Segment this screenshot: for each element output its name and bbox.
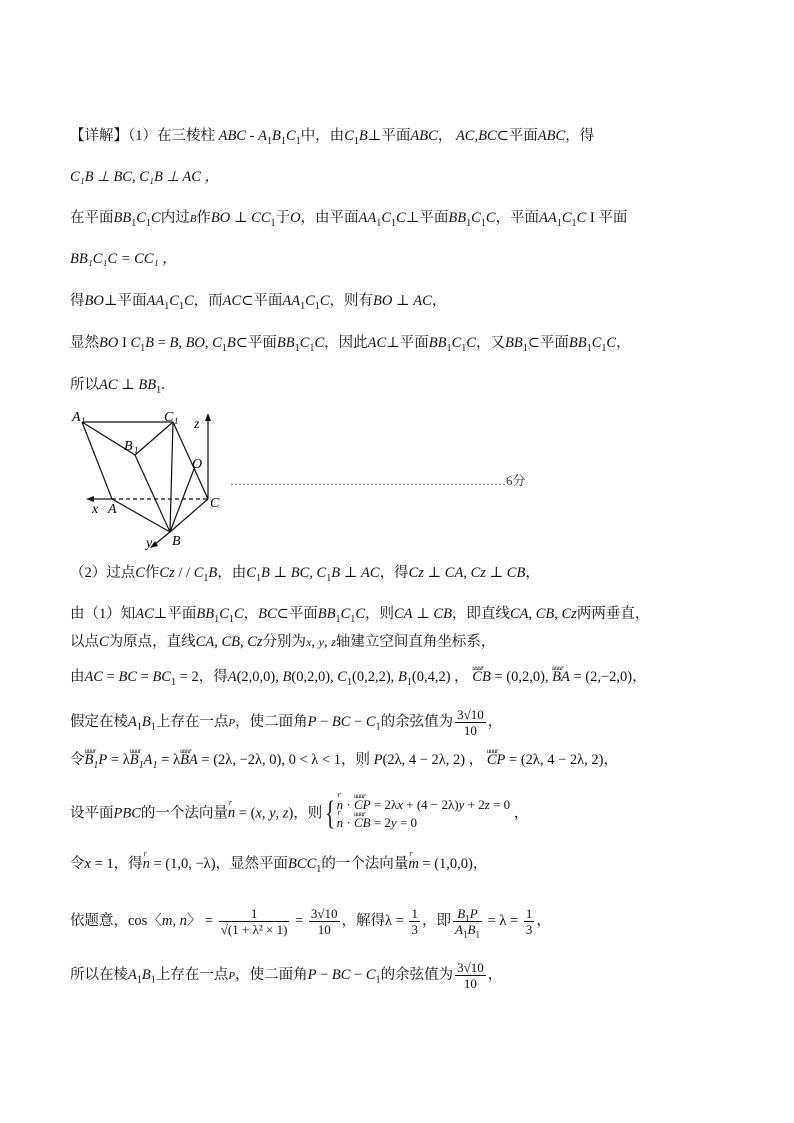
para-3: 在平面$BB_1C_1C$内过B作BO ⊥ $CC_1$于O，由平面$AA_1C_1C\perp$平面$BB_1C_1C$，平面$AA_1C_1C$ I 平面 bbox=[70, 210, 628, 229]
label-C1: C bbox=[164, 410, 174, 425]
label-A: A bbox=[108, 502, 117, 517]
para-6: 显然BO I $C_1B = B$, BO, $C_1B\subset$平面$BB_1C_1C$，因此AC⊥平面$BB_1C_1C$，又$BB_1\subset$平面$BB_1C_1C$， bbox=[70, 335, 631, 354]
prism-figure bbox=[70, 405, 240, 550]
para-12: 假定在棱$A_1B_1$上存在一点P，使二面角P − BC − $C_1$的余弦值为 $\frac{3√10}{10}$ ， bbox=[70, 707, 503, 738]
detail-bracket: 【详解】 bbox=[70, 128, 128, 144]
para-1: 【详解】（1）在三棱柱 ABC - $A_1B_1C_1$中，由$C_1B\perp$平面ABC， AC,BC⊂平面ABC，得 bbox=[70, 128, 595, 147]
para-15: 令x = 1，得r n = (1,0, −λ)，显然平面$BCC_1$的一个法向量r m = (1,0,0)， bbox=[70, 854, 487, 874]
para-5: 得BO⊥平面$AA_1C_1C$，而AC⊂平面$AA_1C_1C$，则有BO ⊥ AC， bbox=[70, 293, 447, 312]
label-C: C bbox=[210, 496, 220, 511]
para-4: BB₁C₁C = CC₁ ， bbox=[70, 251, 177, 267]
label-z: z bbox=[194, 417, 200, 432]
label-B1: B bbox=[124, 439, 133, 454]
para-9: 由（1）知AC⊥平面$BB_1C_1C$，BC⊂平面$BB_1C_1C$，则CA ⊥ CB，即直线CA, CB, Cz两两垂直， bbox=[70, 606, 650, 625]
para-13: 令uuur $B_1P$ = λuuur $B_1A_1$ = λuuur BA = (2λ, −2λ, 0), 0 < λ < 1，则 P(2λ, 4 − 2λ, 2) ， uuur CP = (2λ, 4 − 2λ, 2)， bbox=[70, 750, 618, 770]
para-8: （2）过点C作Cz / / $C_1B$，由$C_1B$ ⊥ BC, $C_1B$ ⊥ AC，得Cz ⊥ CA, Cz ⊥ CB， bbox=[70, 565, 540, 584]
para-2: C₁B ⊥ BC, C₁B ⊥ AC ， bbox=[70, 169, 220, 185]
svg-text:1: 1 bbox=[134, 445, 139, 455]
para-17: 所以在棱$A_1B_1$上存在一点P，使二面角P − BC − $C_1$的余弦值为 $\frac{3√10}{10}$ ， bbox=[70, 960, 503, 991]
label-B: B bbox=[172, 534, 181, 549]
label-x: x bbox=[92, 502, 99, 517]
para-16: 依题意，cos〈m, n〉 = $\frac{1}{\text{√(1 + λ² × 1)}}$ = $\frac{3√10}{10}$ ，解得λ = $\frac{1}{3}$ ，即 $\frac{B_1P}{A_1B_1}$ = λ = $\frac{1}{3}$ ， bbox=[70, 906, 551, 940]
svg-text:1: 1 bbox=[81, 416, 86, 426]
svg-text:1: 1 bbox=[174, 416, 179, 426]
label-A1: A bbox=[72, 410, 81, 425]
label-y: y bbox=[146, 536, 153, 550]
score-leader: ……………………………………………………………6分 bbox=[230, 473, 526, 488]
label-O: O bbox=[192, 457, 203, 472]
para-7: 所以AC ⊥ $BB_1$. bbox=[70, 377, 165, 396]
score: 6分 bbox=[506, 473, 526, 488]
para-14: 设平面PBC的一个法向量r n = (x, y, z)，则{ r n · uuur CP = 2λx + (4 − 2λ)y + 2z = 0 r n · uuur CB = 2y = 0 ， bbox=[70, 796, 528, 832]
para-10: 以点C为原点，直线CA, CB, Cz分别为x, y, z轴建立空间直角坐标系， bbox=[70, 634, 496, 650]
para-11: 由AC = BC = $BC_1 = 2$，得A(2,0,0), B(0,2,0), $C_1(0,2,2)$, $B_1(0,4,2)$ ， uuur CB = (0,2,0), uuur BA = (2,−2,0)， bbox=[70, 667, 647, 687]
